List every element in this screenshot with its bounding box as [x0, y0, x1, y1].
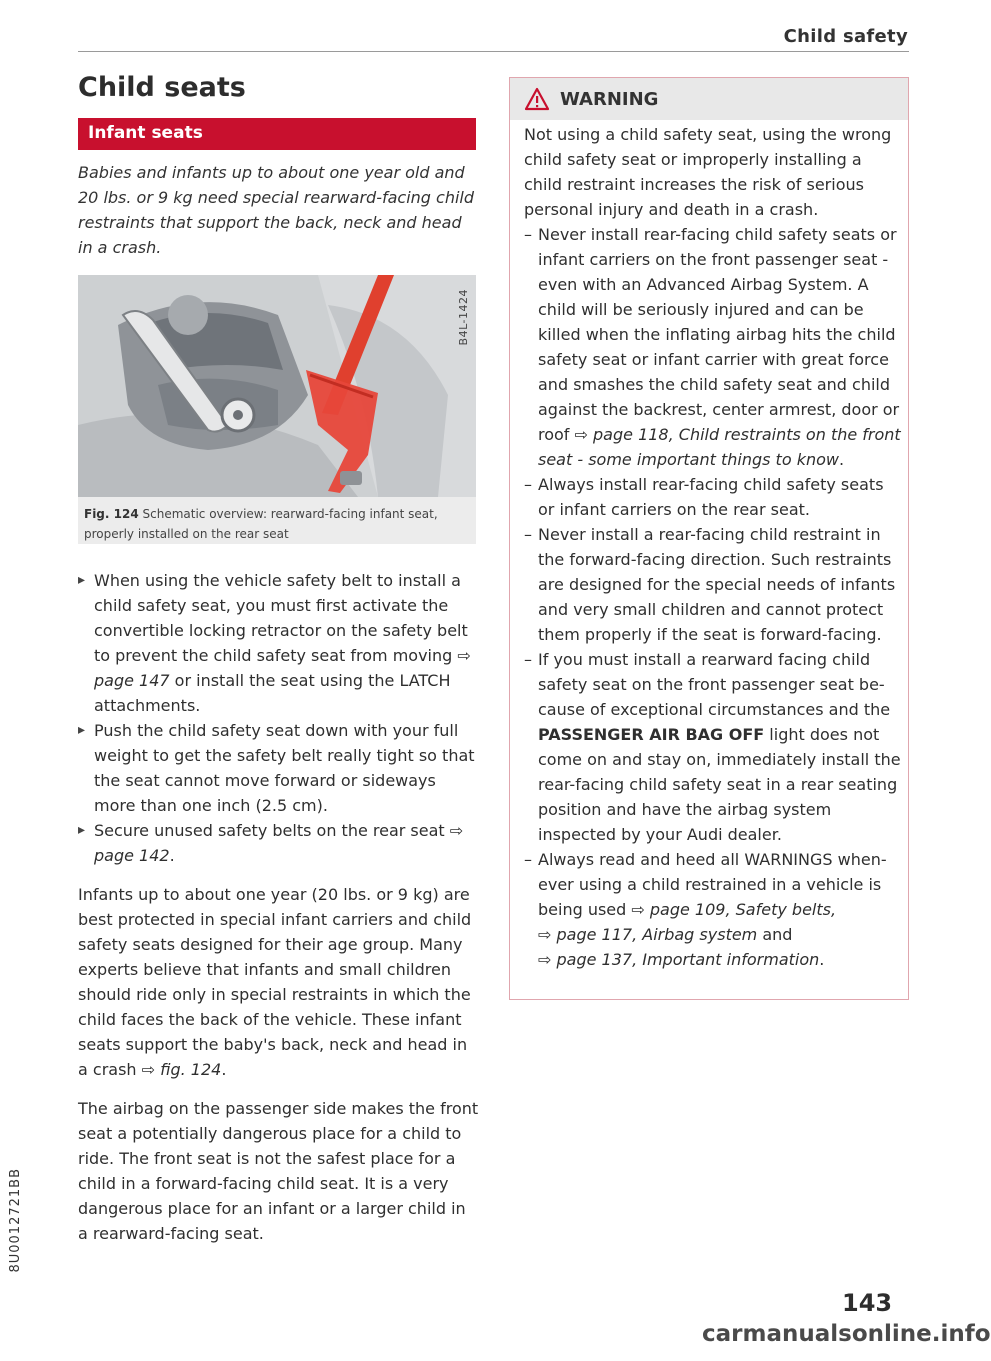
- page-reference[interactable]: ⇨ page 118, Child restraints on the front seat - some important things to know: [538, 425, 901, 469]
- paragraph: The airbag on the passenger side makes the front seat a potentially dangerous place for a child to ride. The front seat is not the safest place for a child in a forward-facing child seat. It is a very dangerous place for an infant or a larger child in a rearward-facing seat.: [78, 1099, 479, 1243]
- watermark: carmanualsonline.info: [702, 1321, 991, 1347]
- page-reference[interactable]: ⇨ page 142: [94, 821, 464, 865]
- header-rule: [78, 51, 909, 52]
- list-item: ▸ When using the vehicle safety belt to install a child safety seat, you must first activate the convertible locking retractor on the safety belt to prevent the child safety seat from moving ⇨ page 147 or install the seat using the LATCH attachments.: [78, 568, 480, 718]
- figure-reference[interactable]: ⇨ fig. 124: [141, 1060, 222, 1079]
- figure-label: Fig. 124: [84, 507, 139, 521]
- warning-list: [524, 222, 902, 972]
- section-title: Infant seats: [88, 123, 203, 143]
- page-reference[interactable]: ⇨ page 147: [94, 646, 471, 690]
- intro-text: Babies and infants up to about one year old and 20 lbs. or 9 kg need special rearward-facing child restraints that support the back, neck and head in a crash.: [78, 163, 475, 257]
- list-item: – Always read and heed all WARNINGS when-ever using a child restrained in a vehicle is being used ⇨ page 109, Safety belts, ⇨ page 117, Airbag system and ⇨ page 137, Important information.: [524, 847, 902, 972]
- document-code: 8U0012721BB: [8, 1168, 23, 1273]
- list-item: ▸ Secure unused safety belts on the rear seat ⇨ page 142.: [78, 818, 480, 868]
- page-title: Child seats: [78, 72, 246, 103]
- list-item: – If you must install a rearward facing child safety seat on the front passenger seat be-cause of exceptional circumstances and the PASSENGER AIR BAG OFF light does not come on and stay on, immediately install the rear-facing child safety seat in a rear seating position and have the airbag system inspected by your Audi dealer.: [524, 647, 902, 847]
- warning-header: [510, 78, 908, 120]
- infant-seat-illustration: [78, 275, 476, 497]
- figure-id: B4L-1424: [457, 289, 470, 346]
- figure-infant-seat: [78, 275, 476, 497]
- figure-caption-text: Schematic overview: rearward-facing infant seat, properly installed on the rear seat: [84, 507, 438, 541]
- warning-intro: Not using a child safety seat, using the wrong child safety seat or improperly installing a child restraint increases the risk of serious personal injury and death in a crash.: [524, 125, 892, 219]
- page-number: 143: [842, 1289, 893, 1317]
- list-item: – Always install rear-facing child safety seats or infant carriers on the rear seat.: [524, 472, 902, 522]
- page-reference[interactable]: ⇨ page 117, Airbag system: [538, 925, 758, 944]
- warning-title: WARNING: [560, 89, 659, 110]
- paragraph: Infants up to about one year (20 lbs. or 9 kg) are best protected in special infant carriers and child safety seats designed for their age group. Many experts believe that infants and small children should ride only in special restraints in which the child faces the back of the vehicle. These infant seats support the baby's back, neck and head in a crash ⇨ fig. 124.: [78, 885, 472, 1079]
- running-header: Child safety: [783, 26, 908, 47]
- warning-triangle-icon: [524, 87, 550, 111]
- figure-caption: [78, 497, 476, 544]
- list-item: ▸ Push the child safety seat down with your full weight to get the safety belt really tight so that the seat cannot move forward or sideways more than one inch (2.5 cm).: [78, 718, 480, 818]
- left-column: [78, 568, 480, 1246]
- page-reference[interactable]: ⇨ page 109, Safety belts,: [631, 900, 837, 919]
- warning-body: [524, 122, 902, 972]
- indicator-light-name: PASSENGER AIR BAG OFF: [538, 725, 765, 744]
- section-bar: [78, 118, 476, 150]
- instruction-list: [78, 568, 480, 868]
- page-reference[interactable]: ⇨ page 137, Important information: [538, 950, 820, 969]
- list-item: – Never install a rear-facing child restraint in the forward-facing direction. Such restraints are designed for the special needs of infants and very small children and cannot protect them properly if the seat is forward-facing.: [524, 522, 902, 647]
- list-item: – Never install rear-facing child safety seats or infant carriers on the front passenger seat - even with an Advanced Airbag System. A child will be seriously injured and can be killed when the inflating airbag hits the child safety seat or infant carrier with great force and smashes the child safety seat and child against the backrest, center armrest, door or roof ⇨ page 118, Child restraints on the front seat - some important things to know.: [524, 222, 902, 472]
- warning-box: [509, 77, 909, 1000]
